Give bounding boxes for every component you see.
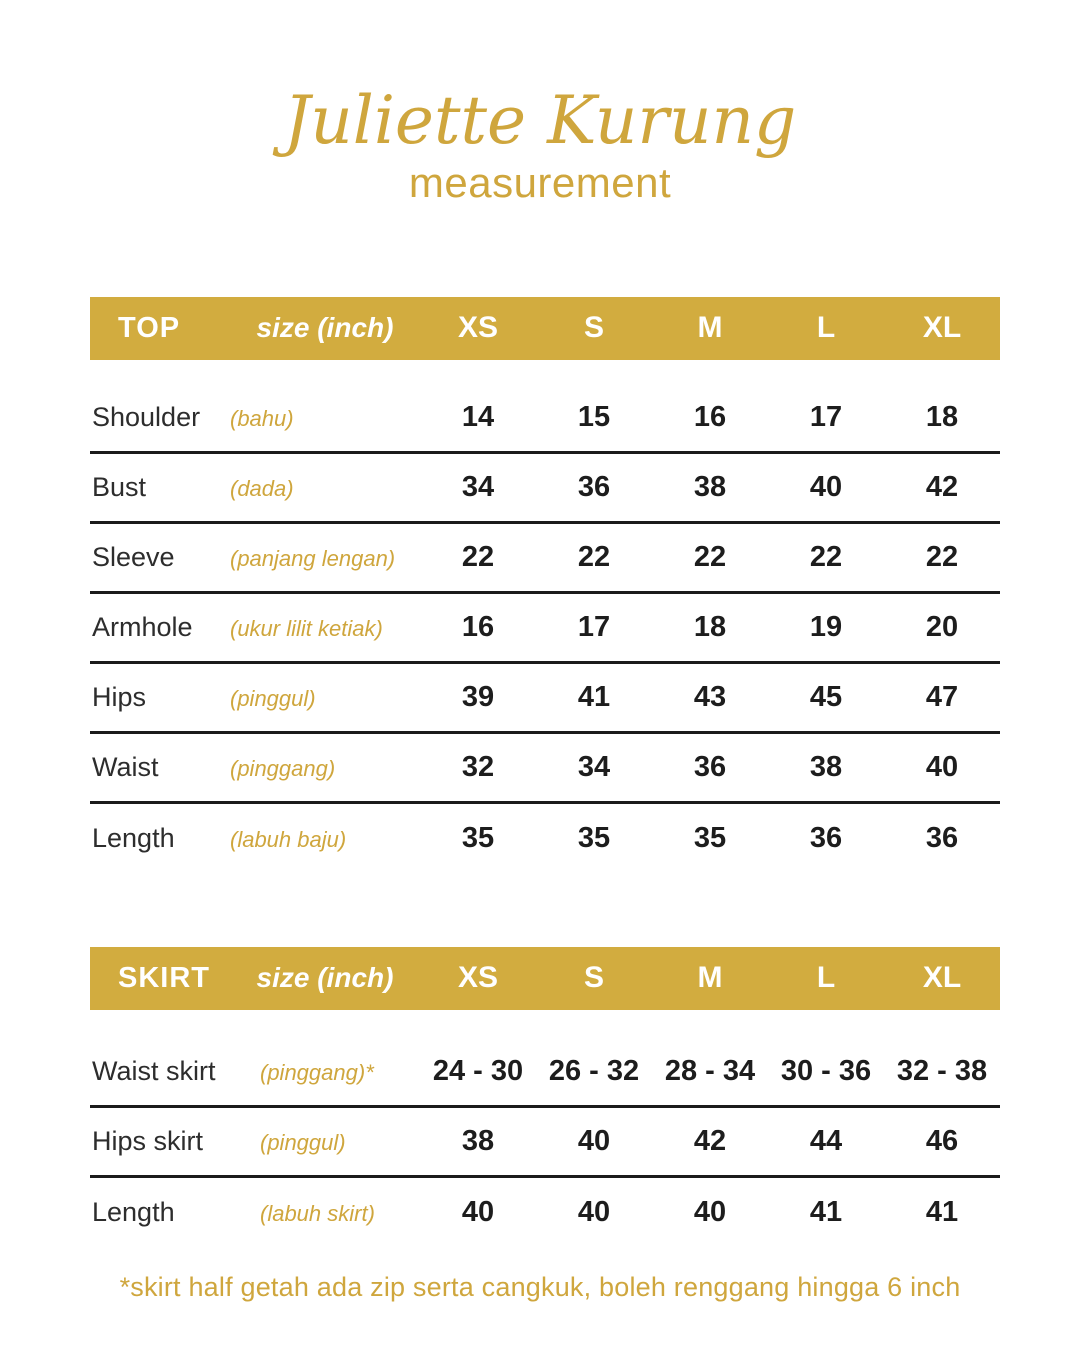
value-m: 36 <box>693 750 727 783</box>
value-xl: 47 <box>925 680 959 713</box>
table-row-bust <box>90 454 1000 524</box>
value-m: 40 <box>693 1196 727 1229</box>
value-s: 26 - 32 <box>548 1054 640 1087</box>
row-label: Armhole <box>92 611 193 642</box>
row-translation: (pinggang) <box>230 755 336 781</box>
value-xl: 22 <box>925 540 959 573</box>
value-xs: 40 <box>461 1196 495 1229</box>
row-translation: (pinggang)* <box>260 1059 374 1085</box>
value-xl: 46 <box>925 1124 959 1157</box>
row-translation: (ukur lilit ketiak) <box>230 615 383 641</box>
value-xl: 41 <box>925 1196 959 1229</box>
table-row-waist <box>90 734 1000 804</box>
column-header-xl: XL <box>922 961 962 995</box>
column-header-m: M <box>697 961 723 995</box>
value-l: 41 <box>809 1196 843 1229</box>
value-s: 22 <box>577 540 611 573</box>
row-translation: (labuh baju) <box>230 827 347 853</box>
table-row-hips-skirt <box>90 1108 1000 1178</box>
row-label: Waist skirt <box>92 1055 216 1086</box>
value-m: 38 <box>693 470 727 503</box>
skirt-size-table <box>90 947 1000 1248</box>
skirt-unit-label: size (inch) <box>256 962 394 994</box>
value-l: 44 <box>809 1124 843 1157</box>
top-table-header <box>90 297 1000 360</box>
value-xs: 14 <box>461 400 495 433</box>
chart-title-block <box>0 0 1080 208</box>
row-translation: (dada) <box>230 475 294 501</box>
value-xs: 34 <box>461 470 495 503</box>
row-label: Length <box>92 1197 175 1228</box>
column-header-xs: XS <box>457 961 499 995</box>
row-label: Waist <box>92 751 159 782</box>
product-title: Juliette Kurung <box>283 82 797 159</box>
value-m: 18 <box>693 610 727 643</box>
value-xl: 32 - 38 <box>896 1054 988 1087</box>
value-m: 16 <box>693 400 727 433</box>
top-table-title: TOP <box>118 311 181 344</box>
column-header-xl: XL <box>922 311 962 345</box>
value-xl: 40 <box>925 750 959 783</box>
row-translation: (panjang lengan) <box>230 545 396 571</box>
value-m: 35 <box>693 822 727 855</box>
column-header-l: L <box>816 311 836 345</box>
value-xl: 42 <box>925 470 959 503</box>
row-translation: (labuh skirt) <box>260 1201 375 1227</box>
column-header-l: L <box>816 961 836 995</box>
row-label: Sleeve <box>92 541 175 572</box>
row-translation: (pinggul) <box>230 685 316 711</box>
value-s: 40 <box>577 1196 611 1229</box>
top-size-table <box>90 297 1000 874</box>
value-s: 41 <box>577 680 611 713</box>
table-row-sleeve <box>90 524 1000 594</box>
skirt-footnote: *skirt half getah ada zip serta cangkuk, boleh renggang hingga 6 inch <box>119 1271 961 1302</box>
value-xs: 16 <box>461 610 495 643</box>
value-l: 19 <box>809 610 843 643</box>
value-l: 17 <box>809 400 843 433</box>
value-xs: 32 <box>461 750 495 783</box>
value-s: 40 <box>577 1124 611 1157</box>
value-xl: 36 <box>925 822 959 855</box>
column-header-s: S <box>583 311 604 345</box>
value-xs: 39 <box>461 680 495 713</box>
table-row-length-skirt <box>90 1178 1000 1248</box>
value-xs: 22 <box>461 540 495 573</box>
top-unit-label: size (inch) <box>256 312 394 344</box>
row-label: Hips skirt <box>92 1125 204 1156</box>
row-label: Shoulder <box>92 401 201 432</box>
table-row-shoulder <box>90 384 1000 454</box>
value-s: 34 <box>577 750 611 783</box>
column-header-s: S <box>583 961 604 995</box>
value-xs: 35 <box>461 822 495 855</box>
table-row-hips <box>90 664 1000 734</box>
value-xl: 20 <box>925 610 959 643</box>
row-translation: (bahu) <box>230 405 294 431</box>
table-row-waist-skirt <box>90 1038 1000 1108</box>
column-header-m: M <box>697 311 723 345</box>
value-xs: 38 <box>461 1124 495 1157</box>
value-s: 17 <box>577 610 611 643</box>
value-m: 28 - 34 <box>664 1054 756 1087</box>
skirt-table-title: SKIRT <box>118 961 210 994</box>
value-m: 22 <box>693 540 727 573</box>
chart-subtitle: measurement <box>408 159 672 207</box>
value-m: 42 <box>693 1124 727 1157</box>
row-label: Bust <box>92 471 147 502</box>
value-l: 30 - 36 <box>780 1054 872 1087</box>
value-l: 22 <box>809 540 843 573</box>
row-translation: (pinggul) <box>260 1129 346 1155</box>
value-l: 36 <box>809 822 843 855</box>
row-label: Hips <box>92 681 147 712</box>
value-xs: 24 - 30 <box>432 1054 524 1087</box>
value-s: 36 <box>577 470 611 503</box>
value-l: 40 <box>809 470 843 503</box>
skirt-table-header <box>90 947 1000 1010</box>
value-xl: 18 <box>925 400 959 433</box>
value-s: 35 <box>577 822 611 855</box>
value-l: 45 <box>809 680 843 713</box>
table-row-length <box>90 804 1000 874</box>
row-label: Length <box>92 823 175 854</box>
value-s: 15 <box>577 400 611 433</box>
column-header-xs: XS <box>457 311 499 345</box>
value-l: 38 <box>809 750 843 783</box>
table-row-armhole <box>90 594 1000 664</box>
value-m: 43 <box>693 680 727 713</box>
